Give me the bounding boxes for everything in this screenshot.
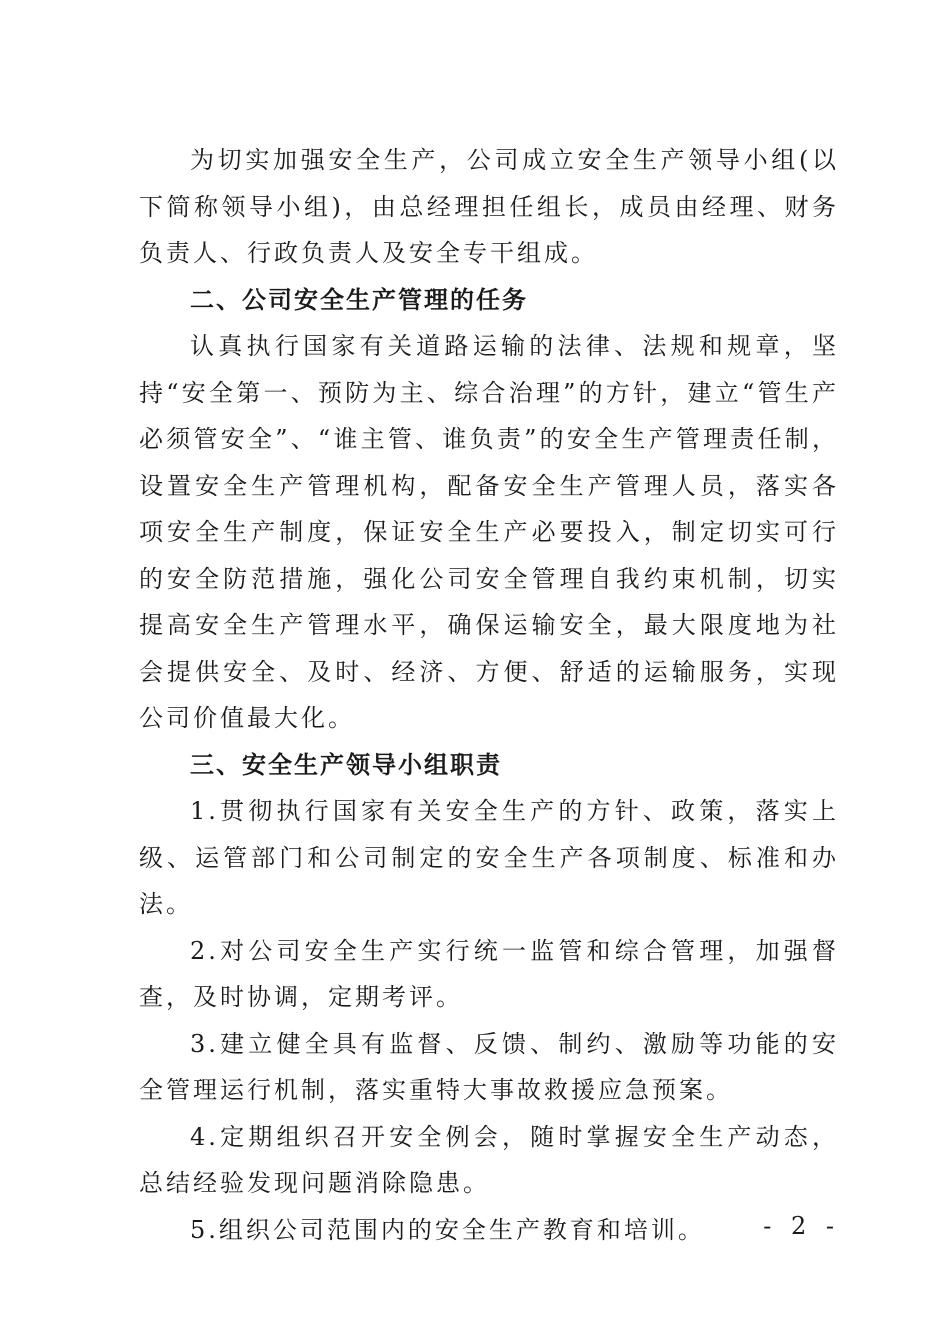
duty-item-5: 5.组织公司范围内的安全生产教育和培训。 <box>190 1215 705 1244</box>
document-body <box>139 137 839 1253</box>
paragraph-tasks: 认真执行国家有关道路运输的法律、法规和规章，坚持“安全第一、预防为主、综合治理”的方针，建立“管生产必须管安全”、“谁主管、谁负责”的安全生产管理责任制，设置安全生产管理机构，配备安全生产管理人员，落实各项安全生产制度，保证安全生产必要投入，制定切实可行的安全防范措施，强化公司安全管理自我约束机制，切实提高安全生产管理水平，确保运输安全，最大限度地为社会提供安全、及时、经济、方便、舒适的运输服务，实现公司价值最大化。 <box>139 332 839 732</box>
section-heading-duties: 三、安全生产领导小组职责 <box>190 750 502 779</box>
duty-item-1: 1.贯彻执行国家有关安全生产的方针、政策，落实上级、运管部门和公司制定的安全生产各项制度、标准和办法。 <box>139 797 839 918</box>
duty-item-3: 3.建立健全具有监督、反馈、制约、激励等功能的安全管理运行机制，落实重特大事故救援应急预案。 <box>139 1029 839 1104</box>
paragraph-leadership-group: 为切实加强安全生产，公司成立安全生产领导小组(以下简称领导小组)，由总经理担任组长，成员由经理、财务负责人、行政负责人及安全专干组成。 <box>139 146 839 267</box>
section-heading-tasks: 二、公司安全生产管理的任务 <box>190 285 528 314</box>
duty-item-4: 4.定期组织召开安全例会，随时掌握安全生产动态，总结经验发现问题消除隐患。 <box>139 1122 839 1197</box>
duty-item-2: 2.对公司安全生产实行统一监管和综合管理，加强督查，及时协调，定期考评。 <box>139 936 839 1011</box>
page-number: - 2 - <box>763 1212 840 1240</box>
